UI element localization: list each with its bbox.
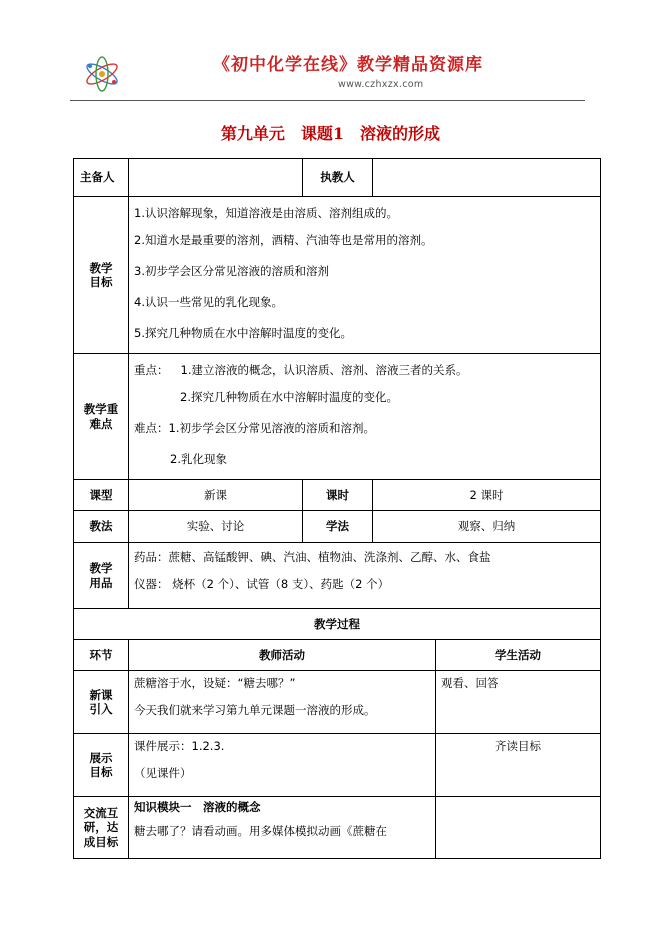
teach-method-value: 实验、讨论 — [129, 511, 303, 543]
learn-method-value: 观察、归纳 — [373, 511, 601, 543]
preparer-label: 主备人 — [74, 159, 129, 197]
page-header — [70, 42, 585, 102]
goals-row — [74, 197, 601, 354]
student-activity — [436, 797, 601, 859]
site-url: www.czhxzx.com — [338, 79, 424, 90]
hours-label: 课时 — [303, 480, 373, 511]
stage-label: 展示 目标 — [74, 734, 129, 797]
teacher-activity: 知识模块一 溶液的概念 糖去哪了？请看动画。用多媒体模拟动画《蔗糖在 — [129, 797, 436, 859]
student-activity: 齐读目标 — [436, 734, 601, 797]
reagents-line: 药品：蔗糖、高锰酸钾、碘、汽油、植物油、洗涤剂、乙醇、水、食盐 — [134, 550, 491, 564]
type-value: 新课 — [129, 480, 303, 511]
page-title: 第九单元 课题1 溶液的形成 — [220, 124, 441, 143]
goal-item: 3.初步学会区分常见溶液的溶质和溶剂 — [134, 264, 329, 278]
teacher-column-header: 教师活动 — [129, 640, 436, 671]
process-header-row — [74, 609, 601, 640]
molecule-logo-icon — [82, 54, 122, 94]
difficult-point-line: 2.乳化现象 — [170, 452, 227, 466]
materials-label: 教学 用品 — [74, 543, 129, 609]
process-row — [74, 734, 601, 797]
stage-column-header: 环节 — [74, 640, 129, 671]
materials-row — [74, 543, 601, 609]
teach-method-label: 教法 — [74, 511, 129, 543]
key-points-content — [129, 354, 601, 480]
goal-item: 1.认识溶解现象，知道溶液是由溶质、溶剂组成的。 — [134, 206, 398, 220]
teacher-activity: 蔗糖溶于水，设疑：“糖去哪？” 今天我们就来学习第九单元课题一溶液的形成。 — [129, 671, 436, 734]
teacher-activity: 课件展示：1.2.3. （见课件） — [129, 734, 436, 797]
methods-row — [74, 511, 601, 543]
process-header: 教学过程 — [74, 609, 601, 640]
teacher-label: 执教人 — [303, 159, 373, 197]
goals-label: 教学 目标 — [74, 197, 129, 354]
key-point-line: 2.探究几种物质在水中溶解时温度的变化。 — [180, 390, 398, 404]
student-activity: 观看、回答 — [436, 671, 601, 734]
goal-item: 4.认识一些常见的乳化现象。 — [134, 295, 283, 309]
brand-banner: 《初中化学在线》教学精品资源库 — [213, 55, 483, 75]
key-points-row — [74, 354, 601, 480]
header-divider — [70, 100, 585, 101]
goal-item: 5.探究几种物质在水中溶解时温度的变化。 — [134, 326, 352, 340]
process-columns-row — [74, 640, 601, 671]
process-row — [74, 797, 601, 859]
lesson-plan-table — [73, 158, 601, 859]
student-column-header: 学生活动 — [436, 640, 601, 671]
materials-content — [129, 543, 601, 609]
goals-content — [129, 197, 601, 354]
preparer-value — [129, 159, 303, 197]
goal-item: 2.知道水是最重要的溶剂，酒精、汽油等也是常用的溶剂。 — [134, 233, 433, 247]
learn-method-label: 学法 — [303, 511, 373, 543]
course-type-row — [74, 480, 601, 511]
stage-label: 交流互 研，达 成目标 — [74, 797, 129, 859]
difficult-point-line: 难点：1.初步学会区分常见溶液的溶质和溶剂。 — [134, 421, 375, 435]
key-points-label: 教学重 难点 — [74, 354, 129, 480]
type-label: 课型 — [74, 480, 129, 511]
stage-label: 新课 引入 — [74, 671, 129, 734]
teacher-value — [373, 159, 601, 197]
info-row — [74, 159, 601, 197]
process-row — [74, 671, 601, 734]
hours-value: 2 课时 — [373, 480, 601, 511]
key-point-line: 重点： 1.建立溶液的概念，认识溶质、溶剂、溶液三者的关系。 — [134, 363, 468, 377]
instruments-line: 仪器： 烧杯（2 个）、试管（8 支）、药匙（2 个） — [134, 577, 390, 591]
